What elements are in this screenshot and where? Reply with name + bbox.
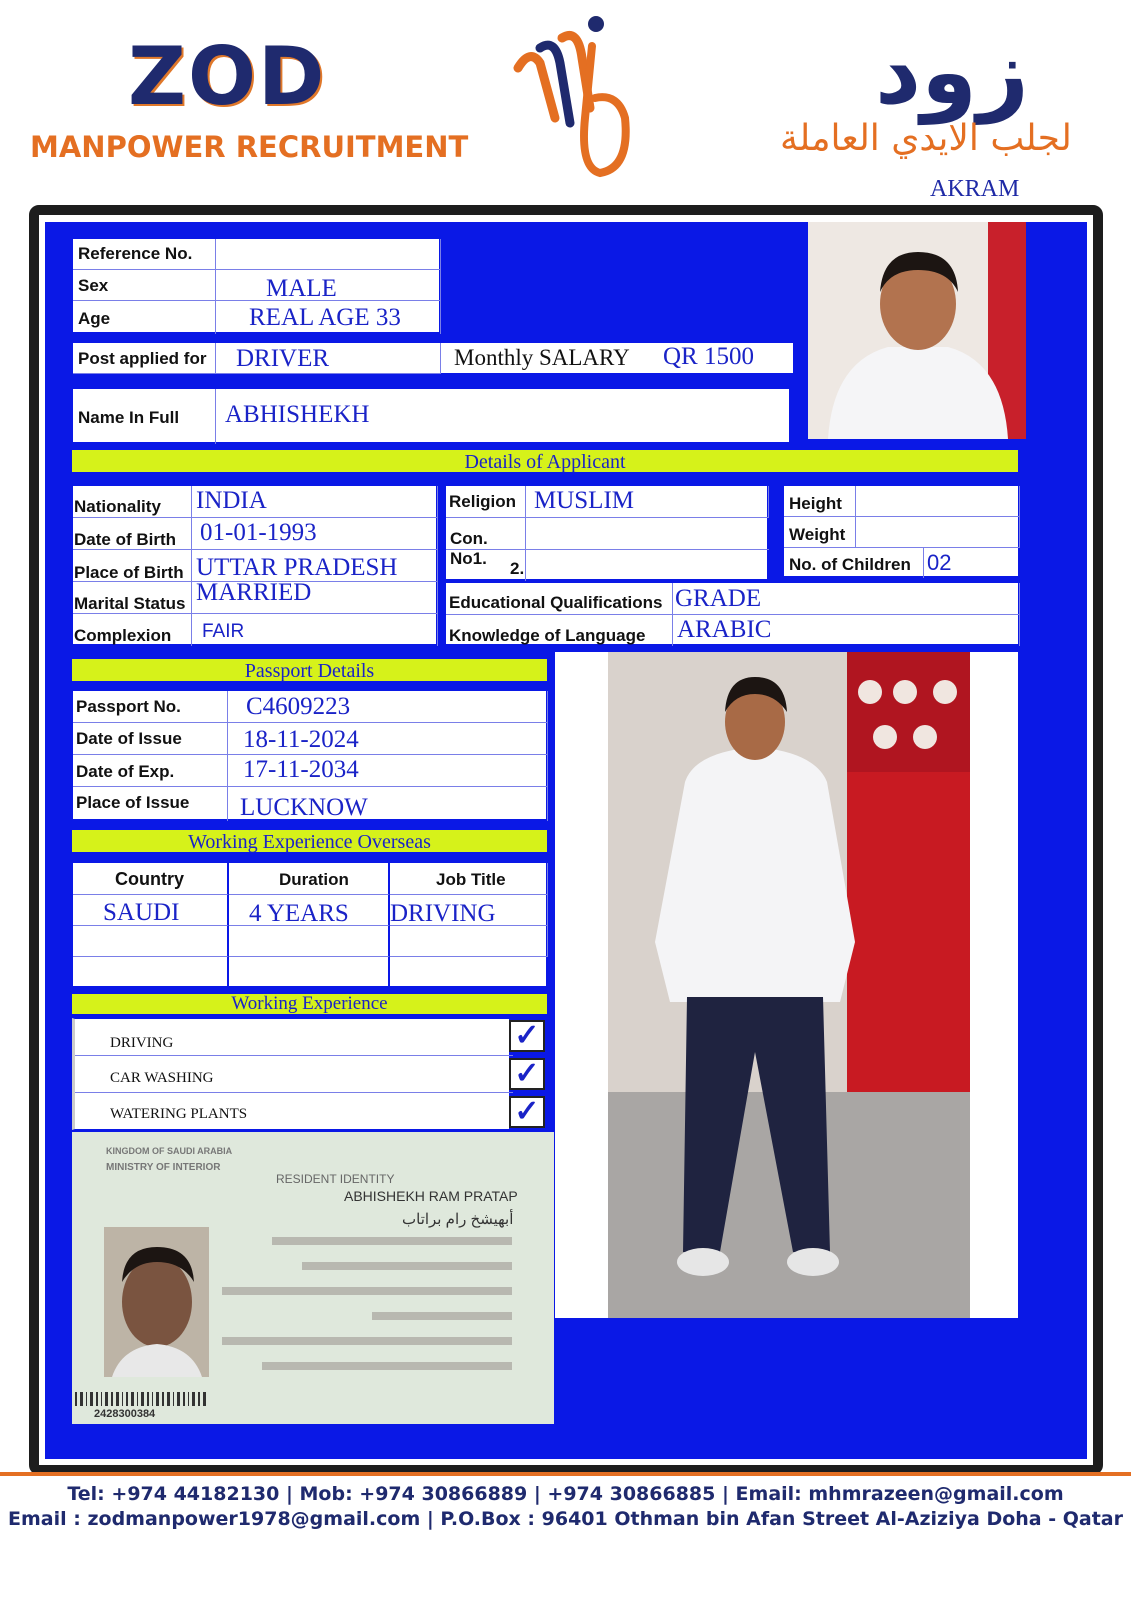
id-card-graphics-icon (72, 1132, 554, 1424)
id-arabic-name: أبهيشخ رام براتاب (402, 1211, 514, 1228)
footer-contact: Tel: +974 44182130 | Mob: +974 30866889 | +974 30866885 | Email: mhmrazeen@gmail.com (67, 1483, 1064, 1505)
zod-logo-icon (500, 8, 640, 183)
agent-name: AKRAM (930, 176, 1020, 202)
experience-title: Working Experience (72, 994, 547, 1014)
complexion-value: FAIR (202, 621, 245, 642)
passport-title: Passport Details (72, 659, 547, 681)
marital-value: MARRIED (196, 579, 312, 606)
dob-label: Date of Birth (74, 530, 176, 549)
contact2-label: 2. (510, 559, 525, 578)
experience-item: WATERING PLANTS (110, 1106, 248, 1122)
post-label: Post applied for (78, 349, 207, 368)
language-value: ARABIC (677, 616, 772, 643)
children-label: No. of Children (789, 555, 911, 574)
contact1-label: Con. No1. (450, 529, 488, 568)
footer-address: Email : zodmanpower1978@gmail.com | P.O.Box : 96401 Othman bin Afan Street Al-Aziziya Doha - Qatar (8, 1508, 1123, 1530)
issue-place-value: LUCKNOW (240, 794, 368, 821)
overseas-title: Working Experience Overseas (72, 830, 547, 852)
physical-table (783, 485, 1019, 577)
id-number: 2428300384 (94, 1408, 156, 1420)
id-country: KINGDOM OF SAUDI ARABIA (106, 1146, 233, 1156)
education-value: GRADE (675, 585, 762, 612)
nationality-label: Nationality (74, 497, 161, 516)
pob-label: Place of Birth (74, 563, 184, 582)
full-body-image-icon (555, 652, 1018, 1318)
height-label: Height (789, 494, 842, 513)
age-value: REAL AGE 33 (249, 304, 401, 331)
expiry-date-value: 17-11-2034 (243, 756, 359, 783)
footer-divider (0, 1472, 1131, 1476)
salary-value: QR 1500 (663, 343, 754, 370)
id-doc-type: RESIDENT IDENTITY (276, 1172, 395, 1186)
applicant-full-photo (555, 652, 1018, 1318)
col-job-title: Job Title (436, 870, 506, 889)
check-icon: ✓ (509, 1058, 545, 1090)
portrait-image-icon (808, 222, 1026, 439)
post-row (72, 342, 794, 374)
identity-table (72, 238, 440, 333)
details-title: Details of Applicant (72, 450, 1018, 472)
name-row (72, 388, 790, 443)
expiry-date-label: Date of Exp. (76, 762, 175, 781)
brand-tagline: MANPOWER RECRUITMENT (30, 130, 469, 164)
experience-item: CAR WASHING (110, 1070, 214, 1086)
name-label: Name In Full (78, 408, 180, 427)
dob-value: 01-01-1993 (200, 519, 317, 546)
brand-name: ZOD (128, 30, 327, 123)
salary-label: Monthly SALARY (454, 345, 630, 370)
details-left-table (72, 485, 437, 645)
sex-value: MALE (266, 275, 337, 302)
arabic-tagline: لجلب الايدي العاملة (780, 118, 1072, 159)
language-label: Knowledge of Language (449, 626, 646, 645)
resident-id-card (72, 1132, 554, 1424)
marital-label: Marital Status (74, 594, 186, 613)
religion-value: MUSLIM (534, 487, 635, 514)
post-value: DRIVER (236, 345, 330, 372)
issue-date-label: Date of Issue (76, 729, 182, 748)
applicant-portrait (808, 222, 1026, 439)
complexion-label: Complexion (74, 626, 172, 645)
passport-table (72, 690, 547, 820)
religion-label: Religion (449, 492, 517, 511)
weight-label: Weight (789, 525, 846, 544)
passport-no-label: Passport No. (76, 697, 181, 716)
education-label: Educational Qualifications (449, 593, 663, 612)
overseas-table (72, 862, 547, 987)
age-label: Age (78, 309, 111, 328)
overseas-duration: 4 YEARS (249, 900, 349, 927)
children-value: 02 (927, 550, 952, 575)
arabic-brand: زود (875, 20, 1029, 125)
issue-date-value: 18-11-2024 (243, 726, 359, 753)
name-value: ABHISHEKH (225, 401, 370, 428)
id-name: ABHISHEKH RAM PRATAP (344, 1188, 518, 1204)
nationality-value: INDIA (196, 487, 267, 514)
experience-item: DRIVING (110, 1035, 174, 1051)
sex-label: Sex (78, 276, 109, 295)
id-ministry: MINISTRY OF INTERIOR (106, 1162, 221, 1173)
education-table (445, 582, 1019, 645)
overseas-country: SAUDI (103, 899, 180, 926)
passport-no-value: C4609223 (246, 693, 351, 720)
issue-place-label: Place of Issue (76, 793, 190, 812)
col-duration: Duration (279, 870, 349, 889)
pob-value: UTTAR PRADESH (196, 554, 398, 581)
col-country: Country (115, 869, 184, 889)
experience-list (72, 1018, 510, 1130)
check-icon: ✓ (509, 1020, 545, 1052)
check-icon: ✓ (509, 1096, 545, 1128)
religion-table (445, 485, 768, 580)
reference-label: Reference No. (78, 244, 193, 263)
overseas-job: DRIVING (390, 900, 496, 927)
